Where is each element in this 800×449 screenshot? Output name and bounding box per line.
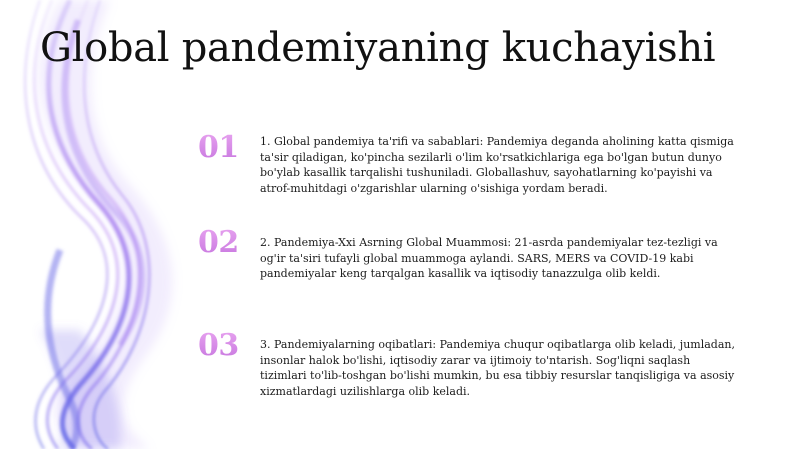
item-number: 02 — [198, 225, 239, 260]
item-text: 1. Global pandemiya ta'rifi va sabablari: Pandemiya deganda aholining katta qismiga ta'sir qiladigan, ko'pincha sezilarli o'lim ko'rsatkichlariga ega bo'lgan butun dunyo bo'ylab kasallik tarqalishi tushuniladi. Globallashuv, sayohatlarning ko'payishi va atrof-muhitdagi o'zgarishlar ularning o'sishiga yordam beradi. — [260, 135, 734, 195]
item-text: 3. Pandemiyalarning oqibatlari: Pandemiya chuqur oqibatlarga olib keladi, jumladan, insonlar halok bo'lishi, iqtisodiy zarar va ijtimoiy to'ntarish. Sog'liqni saqlash tizimlari to'lib-toshgan bo'lishi mumkin, bu esa tibbiy resurslar tanqisligiga va asosiy xizmatlardagi uzilishlarga olib keladi. — [260, 338, 735, 398]
item-number: 01 — [198, 130, 239, 165]
item-number: 03 — [198, 328, 239, 363]
slide-title: Global pandemiyaning kuchayishi — [40, 25, 716, 71]
item-text: 2. Pandemiya-Xxi Asrning Global Muammosi: 21-asrda pandemiyalar tez-tezligi va og'ir ta'siri tufayli global muammoga aylandi. SARS, MERS va COVID-19 kabi pandemiyalar keng tarqalgan kasallik va iqtisodiy tanazzulga olib keldi. — [260, 236, 718, 280]
